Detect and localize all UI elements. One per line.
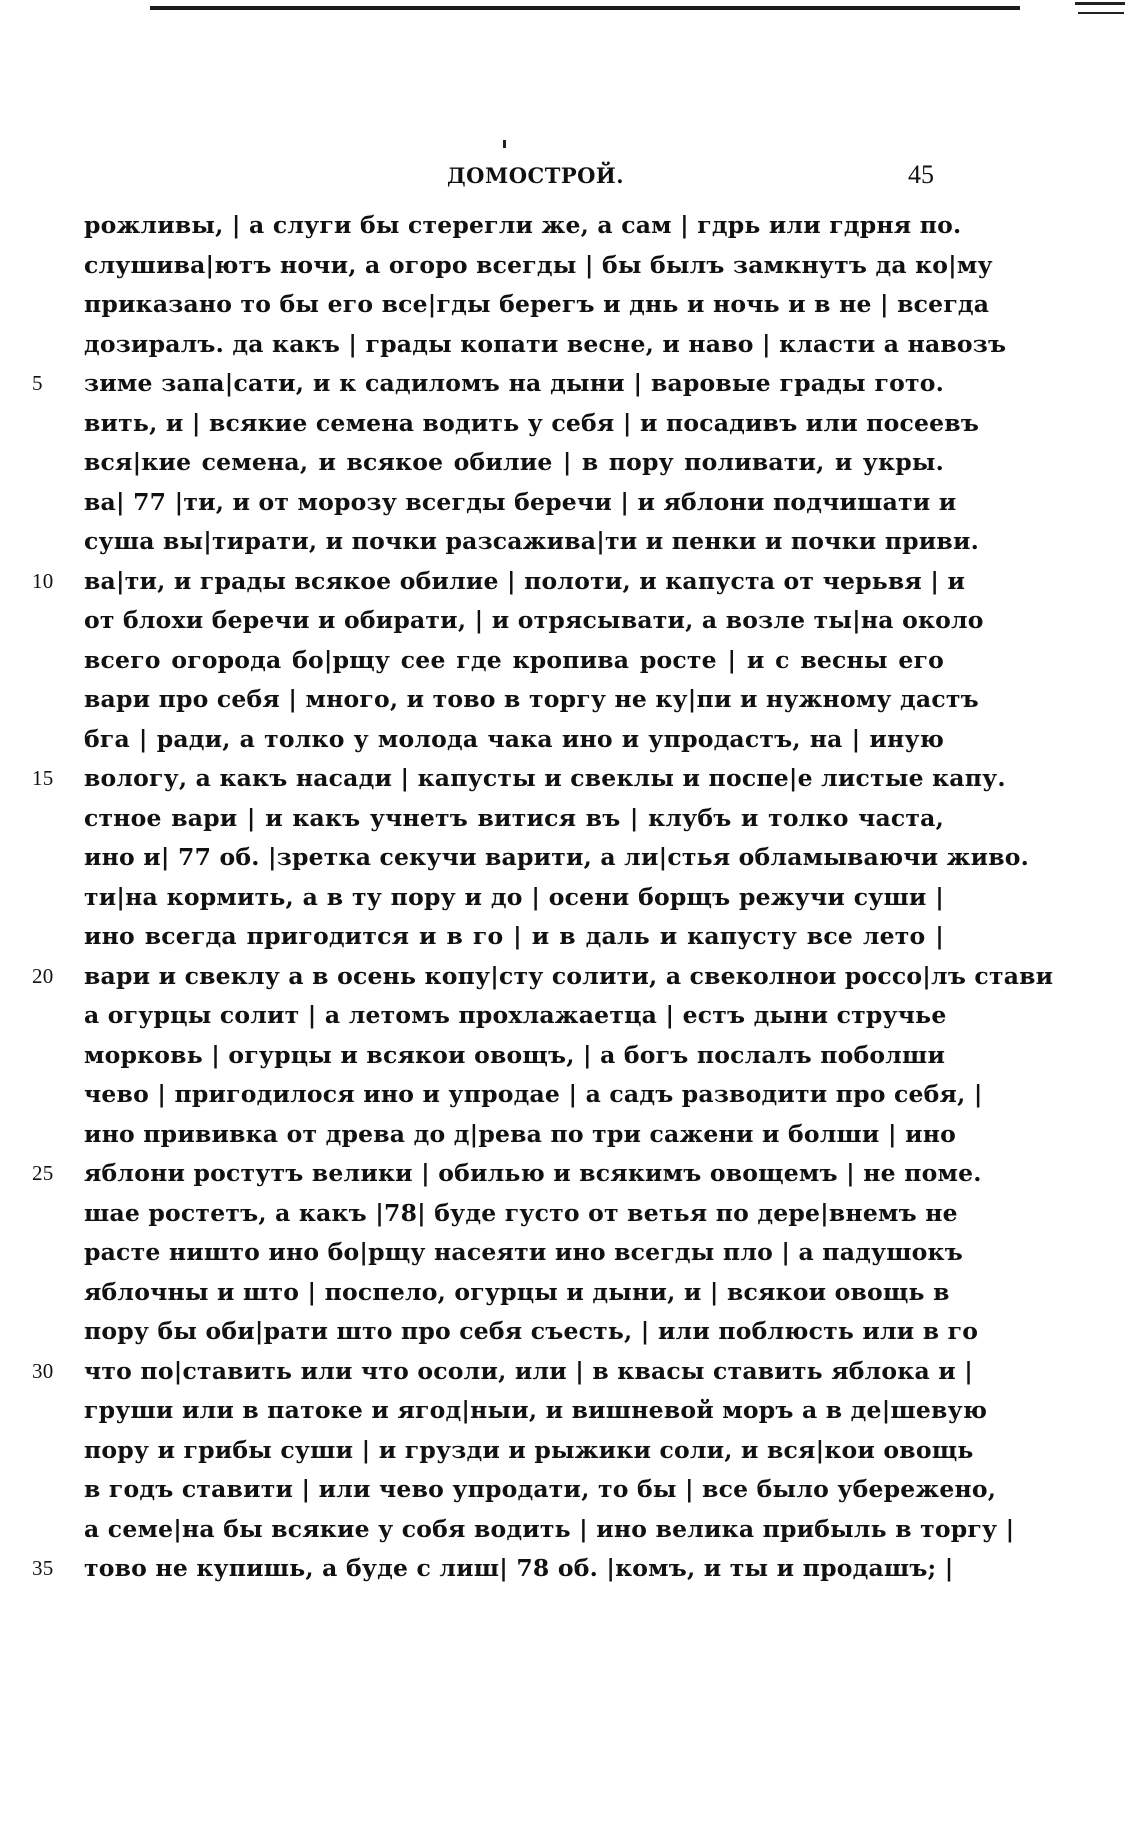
line-text: ино всегда пригодится и в го | и в даль и капусту все лето | bbox=[84, 922, 944, 950]
line-text: ти|на кормить, а в ту пору и до | осени борщъ режучи суши | bbox=[84, 882, 944, 911]
line-text: ино и| 77 об. |зретка секучи варити, а ли|стья обламываючи живо. bbox=[84, 843, 1030, 871]
line-text: дозиралъ. да какъ | грады копати весне, и наво | класти а навозъ bbox=[84, 329, 1007, 358]
line-number: 20 bbox=[32, 963, 54, 988]
page-number: 45 bbox=[908, 160, 934, 189]
line-text: пору бы оби|рати што про себя съесть, | или поблюсть или в го bbox=[84, 1317, 979, 1345]
line-text: ино прививка от древа до д|рева по три сажени и болши | ино bbox=[84, 1119, 956, 1148]
line-text: чево | пригодилося ино и упродае | а садъ разводити про себя, | bbox=[84, 1080, 983, 1108]
line-text: тово не купишь, а буде с лиш| 78 об. |комъ, и ты и продашъ; | bbox=[84, 1554, 954, 1582]
text-line bbox=[84, 1510, 1015, 1550]
line-text: яблочны и што | поспело, огурцы и дыни, и | всякои овощь в bbox=[84, 1277, 950, 1306]
line-number: 35 bbox=[32, 1556, 54, 1580]
text-line bbox=[84, 522, 979, 562]
line-text: приказано то бы его все|гды берегъ и днь и ночь и в не | всегда bbox=[84, 290, 990, 318]
text-line bbox=[84, 206, 962, 246]
text-line bbox=[32, 1352, 974, 1392]
top-border-rule bbox=[150, 6, 1020, 10]
line-text: вся|кие семена, и всякое обилие | в пору поливати, и укры. bbox=[84, 448, 944, 476]
corner-mark-lower bbox=[1078, 12, 1124, 14]
text-line bbox=[84, 1075, 983, 1115]
text-line bbox=[84, 1312, 979, 1352]
text-line bbox=[84, 838, 1030, 878]
line-number: 10 bbox=[32, 568, 54, 593]
line-text: морковь | огурцы и всякои овощъ, | а богъ послалъ поболши bbox=[84, 1040, 946, 1069]
line-number: 5 bbox=[32, 371, 43, 395]
line-text: стное вари | и какъ учнетъ витися въ | клубъ и толко часта, bbox=[84, 803, 944, 832]
line-text: вить, и | всякие семена водить у себя | и посадивъ или посеевъ bbox=[84, 408, 980, 437]
text-line bbox=[32, 364, 944, 404]
line-text: а огурцы солит | а летомъ прохлажаетца | естъ дыни стручье bbox=[84, 1001, 947, 1029]
line-text: вари про себя | много, и тово в торгу не ку|пи и нужному дастъ bbox=[84, 685, 979, 713]
line-text: всего огорода бо|рщу сее где кропива росте | и с весны его bbox=[84, 645, 944, 674]
text-line bbox=[84, 404, 980, 444]
text-line bbox=[84, 325, 1007, 365]
text-line bbox=[84, 799, 944, 839]
corner-mark bbox=[1075, 2, 1125, 5]
line-text: от блохи беречи и обирати, | и отрясывати, а возле ты|на около bbox=[84, 606, 984, 634]
line-text: что по|ставить или что осоли, или | в квасы ставить яблока и | bbox=[84, 1356, 974, 1385]
line-text: расте ништо ино бо|рщу насеяти ино всегды пло | а падушокъ bbox=[84, 1238, 963, 1266]
running-head-title: ДОМОСТРОЙ. bbox=[447, 163, 625, 188]
text-line bbox=[84, 483, 957, 523]
text-line bbox=[84, 1273, 950, 1313]
text-block bbox=[32, 206, 1054, 1589]
line-text: груши или в патоке и ягод|ныи, и вишневой моръ а в де|шевую bbox=[84, 1396, 988, 1424]
text-line bbox=[84, 285, 990, 325]
text-line bbox=[84, 1470, 997, 1510]
text-line bbox=[84, 878, 944, 918]
text-line bbox=[32, 562, 966, 602]
text-line bbox=[84, 1233, 963, 1273]
line-number: 15 bbox=[32, 766, 54, 790]
line-text: а семе|на бы всякие у собя водить | ино велика прибыль в торгу | bbox=[84, 1514, 1015, 1543]
text-line bbox=[84, 1391, 988, 1431]
line-text: пору и грибы суши | и грузди и рыжики соли, и вся|кои овощь bbox=[84, 1435, 974, 1464]
text-line bbox=[84, 996, 947, 1036]
line-text: шае ростетъ, а какъ |78| буде густо от ветья по дере|внемъ не bbox=[84, 1198, 958, 1227]
text-line bbox=[84, 1194, 958, 1234]
text-line bbox=[32, 1549, 954, 1589]
line-number: 30 bbox=[32, 1358, 54, 1383]
text-line bbox=[84, 641, 944, 681]
text-line bbox=[84, 1431, 974, 1471]
line-text: вологу, а какъ насади | капусты и свеклы и поспе|е листые капу. bbox=[84, 764, 1006, 792]
line-text: ва| 77 |ти, и от морозу всегды беречи | и яблони подчишати и bbox=[84, 487, 957, 516]
text-line bbox=[84, 443, 944, 483]
text-line bbox=[32, 957, 1054, 997]
line-text: слушива|ютъ ночи, а огоро всегды | бы былъ замкнутъ да ко|му bbox=[84, 250, 993, 279]
line-text: зиме запа|сати, и к садиломъ на дыни | варовые грады гото. bbox=[84, 369, 944, 397]
text-line bbox=[84, 246, 993, 286]
line-text: в годъ ставити | или чево упродати, то бы | все было убережено, bbox=[84, 1475, 997, 1503]
line-text: вари и свеклу а в осень копу|сту солити, а свеколнои россо|лъ стави bbox=[84, 961, 1054, 990]
line-number: 25 bbox=[32, 1161, 54, 1185]
text-line bbox=[32, 759, 1006, 799]
text-line bbox=[84, 1036, 944, 1076]
line-text: рожливы, | а слуги бы стерегли же, а сам | гдрь или гдрня по. bbox=[84, 211, 962, 239]
line-text: суша вы|тирати, и почки разсажива|ти и пенки и почки приви. bbox=[84, 527, 979, 555]
text-line bbox=[32, 1154, 982, 1194]
text-line bbox=[84, 680, 979, 720]
line-text: яблони ростутъ велики | обилью и всякимъ овощемъ | не поме. bbox=[84, 1159, 982, 1187]
text-line bbox=[84, 917, 944, 957]
text-line bbox=[84, 1115, 956, 1155]
header-dot bbox=[503, 140, 506, 148]
line-text: бга | ради, а толко у молода чака ино и упродастъ, на | иную bbox=[84, 724, 944, 753]
line-text: ва|ти, и грады всякое обилие | полоти, и капуста от черьвя | и bbox=[84, 566, 966, 595]
text-line bbox=[84, 720, 944, 760]
text-line bbox=[84, 601, 984, 641]
